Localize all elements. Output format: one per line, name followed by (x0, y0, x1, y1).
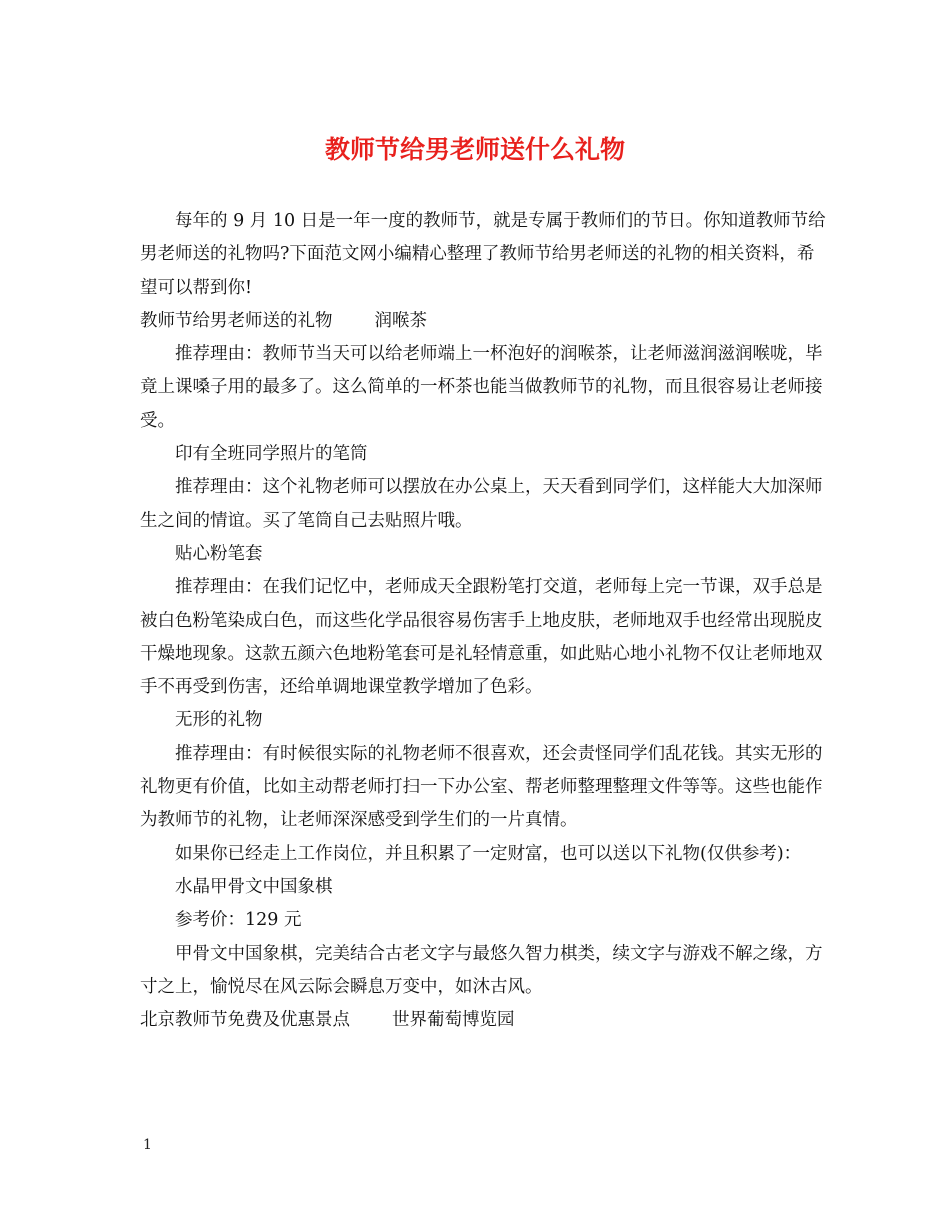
page-number: 1 (143, 1137, 152, 1153)
heading-text: 北京教师节免费及优惠景点 (140, 1010, 350, 1031)
paragraph-chess-description: 甲骨文中国象棋，完美结合古老文字与最悠久智力棋类，续文字与游戏不解之缘，方寸之上，愉悦尽在风云际会瞬息万变中，如沐古风。 (140, 943, 823, 997)
heading-item: 世界葡萄博览园 (392, 1010, 515, 1031)
paragraph-item-chess: 水晶甲骨文中国象棋 (175, 876, 333, 897)
paragraph-reason-tea: 推荐理由：教师节当天可以给老师端上一杯泡好的润喉茶，让老师滋润滋润喉咙，毕竟上课嗓子用的最多了。这么简单的一杯茶也能当做教师节的礼物，而且很容易让老师接受。 (140, 344, 823, 431)
heading-text: 教师节给男老师送的礼物 (140, 310, 333, 331)
paragraph-intro: 每年的 9 月 10 日是一年一度的教师节，就是专属于教师们的节日。你知道教师节给男老师送的礼物吗?下面范文网小编精心整理了教师节给男老师送的礼物的相关资料，希望可以帮到你! (140, 211, 826, 298)
paragraph-price: 参考价：129 元 (175, 910, 302, 931)
paragraph-heading-beijing (140, 1004, 830, 1037)
heading-item: 润喉茶 (374, 310, 427, 331)
document-title: 教师节给男老师送什么礼物 (324, 135, 625, 164)
document-body (140, 205, 830, 1037)
paragraph-reason-chalk-cover: 推荐理由：在我们记忆中，老师成天全跟粉笔打交道，老师每上完一节课，双手总是被白色粉笔染成白色，而这些化学品很容易伤害手上地皮肤，老师地双手也经常出现脱皮干燥地现象。这款五颜六色地粉笔套可是礼轻情意重，如此贴心地小礼物不仅让老师地双手不再受到伤害，还给单调地课堂教学增加了色彩。 (140, 577, 823, 698)
paragraph-reason-penholder: 推荐理由：这个礼物老师可以摆放在办公桌上，天天看到同学们，这样能大大加深师生之间的情谊。买了笔筒自己去贴照片哦。 (140, 477, 823, 531)
paragraph-heading-gifts (140, 305, 830, 338)
paragraph-reason-intangible: 推荐理由：有时候很实际的礼物老师不很喜欢，还会责怪同学们乱花钱。其实无形的礼物更有价值，比如主动帮老师打扫一下办公室、帮老师整理整理文件等等。这些也能作为教师节的礼物，让老师深深感受到学生们的一片真情。 (140, 743, 823, 831)
paragraph-item-chalk-cover: 贴心粉笔套 (175, 543, 263, 564)
paragraph-item-intangible: 无形的礼物 (175, 710, 263, 731)
paragraph-working-gifts: 如果你已经走上工作岗位，并且积累了一定财富，也可以送以下礼物(仅供参考)： (175, 843, 802, 864)
paragraph-item-penholder: 印有全班同学照片的笔筒 (175, 444, 368, 465)
